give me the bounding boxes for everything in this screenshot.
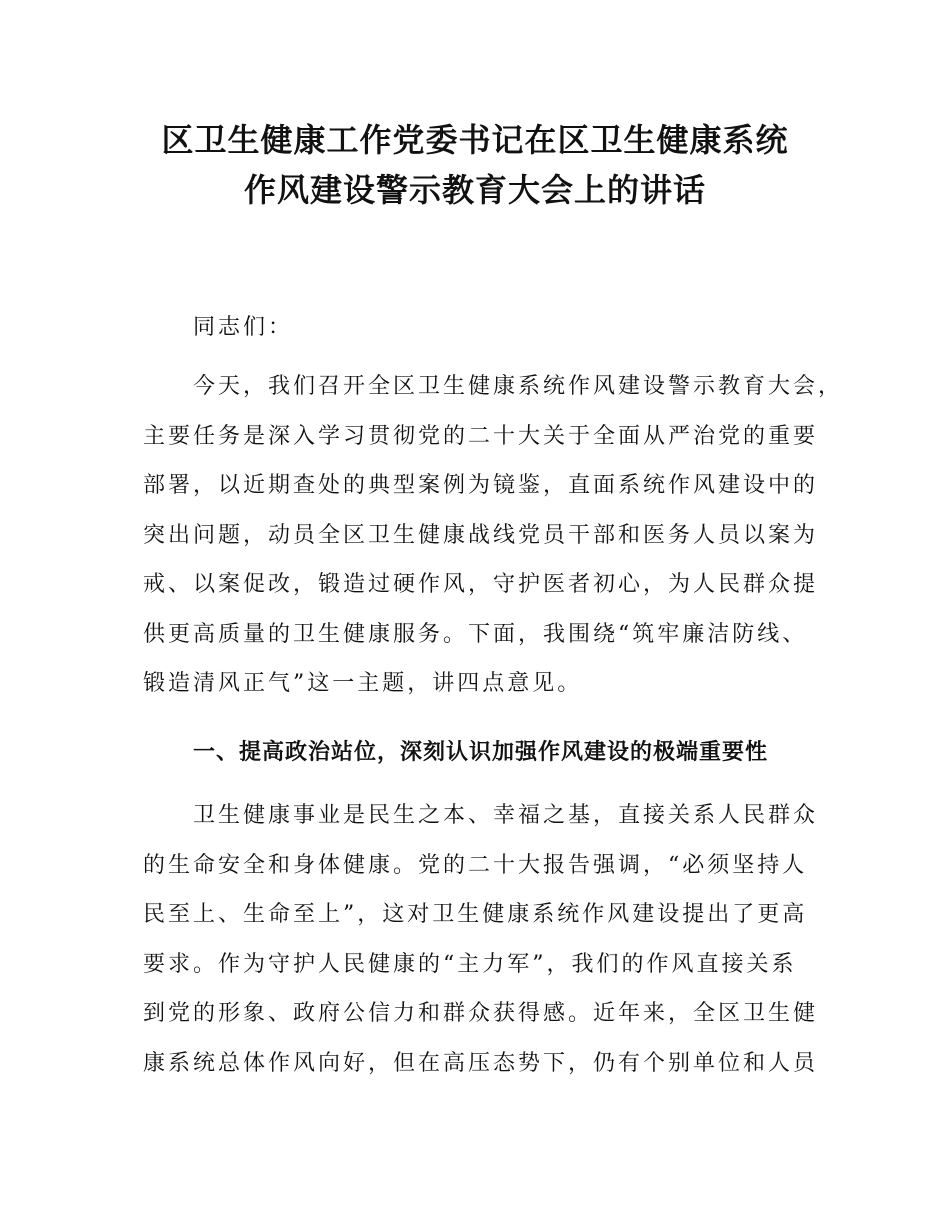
paragraph-2 [143,791,823,1088]
paragraph-1-line: 主要任务是深入学习贯彻党的二十大关于全面从严治党的重要 [143,423,819,449]
paragraph-2-line: 民至上、生命至上”，这对卫生健康系统作风建设提出了更高 [143,902,808,927]
salutation: 同志们： [193,315,294,340]
paragraph-1-line: 锻造清风正气”这一主题，讲四点意见。 [143,671,583,696]
paragraph-2-line: 的生命安全和身体健康。党的二十大报告强调，“必须坚持人 [143,852,808,878]
document-title-line-1: 区卫生健康工作党委书记在区卫生健康系统 [161,121,789,159]
paragraph-2-line: 卫生健康事业是民生之本、幸福之基，直接关系人民群众 [193,803,819,828]
paragraph-1-line: 部署，以近期查处的典型案例为镜鉴，直面系统作风建设中的 [143,473,819,498]
paragraph-1-line: 供更高质量的卫生健康服务。下面，我围绕“筑牢廉洁防线、 [143,621,808,647]
paragraph-2-line: 到党的形象、政府公信力和群众获得感。近年来，全区卫生健 [143,1001,819,1026]
document-title-line-2: 作风建设警示教育大会上的讲话 [243,171,706,209]
paragraph-1-line: 突出问题，动员全区卫生健康战线党员干部和医务人员以案为 [143,522,819,548]
paragraph-2-line: 要求。作为守护人民健康的“主力军”，我们的作风直接关系 [143,951,797,977]
paragraph-1-line: 戒、以案促改，锻造过硬作风，守护医者初心，为人民群众提 [143,572,819,597]
paragraph-1 [143,362,844,709]
paragraph-2-line: 康系统总体作风向好，但在高压态势下，仍有个别单位和人员 [143,1050,819,1076]
section-heading-1: 一、提高政治站位，深刻认识加强作风建设的极端重要性 [193,740,769,765]
paragraph-1-line: 今天，我们召开全区卫生健康系统作风建设警示教育大会， [193,374,844,399]
